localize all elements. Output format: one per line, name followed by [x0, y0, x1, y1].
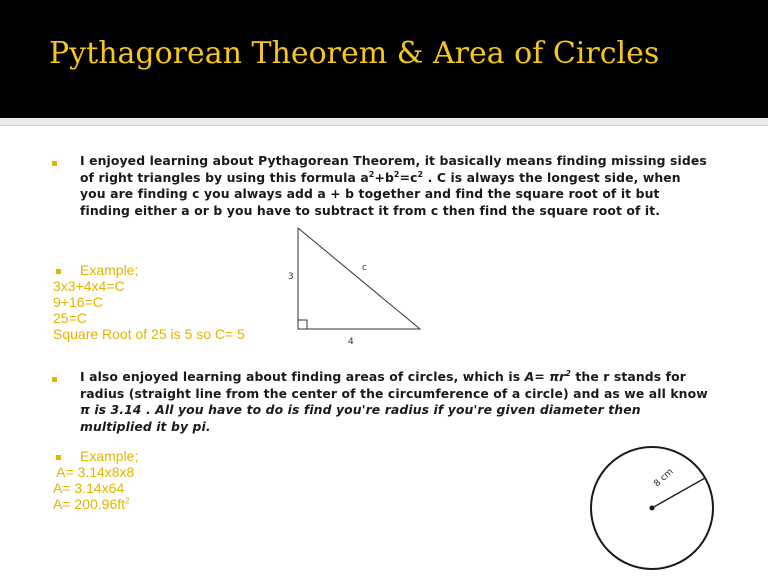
formula-a-exponent: 2	[368, 169, 375, 179]
circles-result-exponent: 2	[125, 496, 130, 506]
circles-paragraph	[80, 369, 715, 435]
pi-value-text: π is 3.14	[80, 402, 142, 417]
triangle-label-base: 4	[348, 337, 354, 347]
title-bar	[0, 0, 768, 118]
bullet-marker	[52, 377, 57, 382]
circles-example-heading: Example;	[80, 448, 139, 464]
formula-c-exponent: 2	[417, 169, 424, 179]
circles-example-line: A= 3.14x64	[53, 480, 125, 496]
circles-result-text: A= 200.96ft	[53, 496, 126, 512]
pythagorean-example-line: 25=C	[53, 310, 87, 326]
formula-b-exponent: 2	[393, 169, 400, 179]
circles-text-middle: the r stands for radius (straight line from the center of the circumference of a circle) and as we all know	[80, 369, 708, 401]
pythagorean-text-start: I enjoyed learning about Pythagorean Theorem, it basically means finding missing sides of right triangles by using this formula a	[80, 153, 707, 185]
formula-plus-b: +b	[374, 169, 394, 185]
circles-example-line: A= 3.14x8x8	[53, 464, 135, 480]
area-formula-exponent: 2	[565, 368, 571, 378]
circles-text-start: I also enjoyed learning about finding areas of circles, which is	[80, 369, 525, 384]
slide-title: Pythagorean Theorem & Area of Circles	[49, 36, 660, 71]
pythagorean-example-line: Square Root of 25 is 5 so C= 5	[53, 326, 245, 342]
bullet-marker	[56, 455, 61, 460]
pythagorean-example-line: 3x3+4x4=C	[53, 278, 125, 294]
right-angle-marker	[298, 320, 307, 329]
bullet-marker	[52, 161, 57, 166]
radius-label: 8 cm	[652, 466, 676, 490]
circles-text-end: . All you have to do is find you're radius if you're given diameter then multiplied it by pi.	[80, 402, 641, 434]
pythagorean-example-heading: Example;	[80, 262, 139, 278]
area-formula: A= πr	[524, 369, 566, 384]
center-dot	[650, 506, 655, 511]
circles-example-result	[53, 496, 129, 512]
pythagorean-paragraph	[80, 153, 710, 219]
triangle-label-vertical: 3	[288, 272, 294, 282]
formula-eq-c: =c	[399, 169, 418, 185]
circle-figure	[585, 443, 720, 578]
bullet-marker	[56, 269, 61, 274]
triangle-label-hypotenuse: c	[362, 263, 367, 273]
pythagorean-example-line: 9+16=C	[53, 294, 103, 310]
title-divider	[0, 118, 768, 126]
right-triangle-figure	[280, 220, 440, 350]
pythagorean-text-end: . C is always the longest side, when you are finding c you always add a + b together and find the square root of it but finding either a or b you have to subtract it from c then find the square root of it.	[80, 169, 681, 218]
triangle-shape	[298, 228, 420, 329]
